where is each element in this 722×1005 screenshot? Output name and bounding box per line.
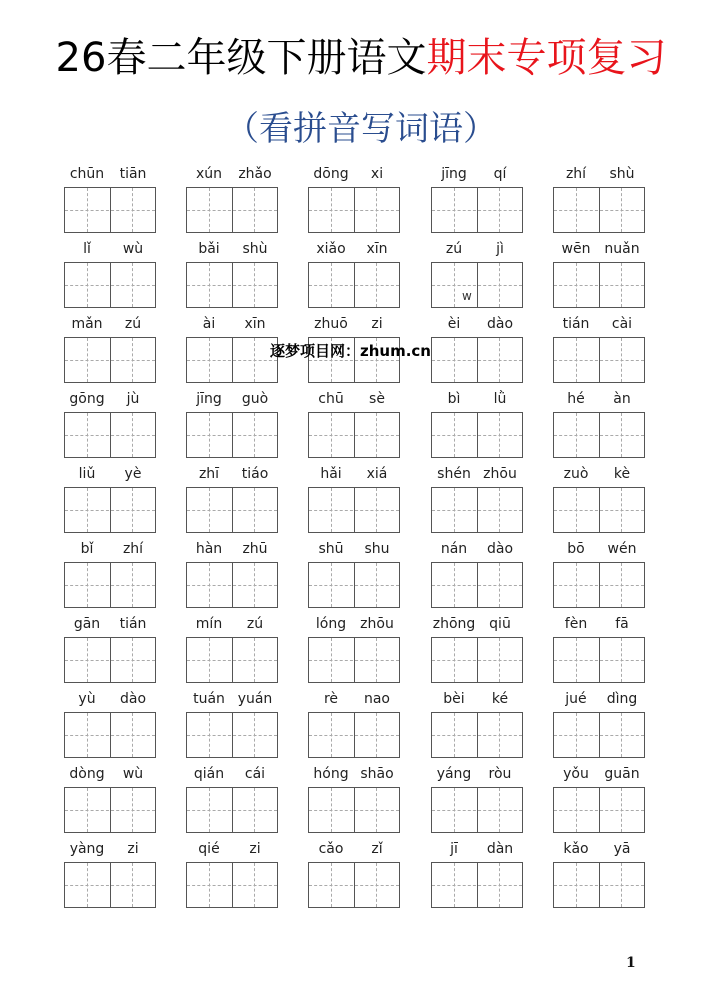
pinyin-syllable: shén	[437, 466, 471, 482]
pinyin-syllable: ròu	[488, 766, 512, 782]
word-cell	[186, 690, 278, 760]
writing-box-pair[interactable]	[553, 262, 645, 308]
pinyin-syllable: qié	[198, 841, 220, 857]
pinyin-syllable: jīng	[196, 391, 222, 407]
writing-box-pair[interactable]	[553, 637, 645, 683]
stray-mark: w	[462, 289, 472, 303]
pinyin-syllable: fā	[615, 616, 629, 632]
pinyin-syllable: zhōu	[483, 466, 517, 482]
pinyin-syllable: jīng	[441, 166, 467, 182]
word-cell	[186, 165, 278, 235]
writing-box-pair[interactable]	[553, 712, 645, 758]
pinyin-syllable: yuán	[237, 691, 273, 707]
pinyin-syllable: zǐ	[371, 841, 383, 857]
pinyin-syllable: bǎi	[198, 241, 220, 257]
word-cell	[186, 540, 278, 610]
pinyin-syllable: wēn	[561, 241, 591, 257]
pinyin-syllable: zhū	[242, 541, 268, 557]
word-cell	[64, 540, 156, 610]
pinyin-syllable: dàn	[486, 841, 514, 857]
pinyin-syllable: rè	[323, 691, 339, 707]
pinyin-syllable: zhōu	[360, 616, 394, 632]
writing-box-pair[interactable]	[64, 487, 156, 533]
writing-box-pair[interactable]	[553, 562, 645, 608]
writing-box-pair[interactable]	[308, 787, 400, 833]
pinyin-syllable: fèn	[564, 616, 588, 632]
word-cell	[553, 390, 645, 460]
pinyin-syllable: zú	[124, 316, 142, 332]
word-cell	[64, 315, 156, 385]
pinyin-syllable: dìng	[606, 691, 638, 707]
pinyin-syllable: hàn	[195, 541, 223, 557]
pinyin-syllable: zhǎo	[238, 166, 272, 182]
word-cell	[553, 315, 645, 385]
word-cell	[186, 615, 278, 685]
word-cell	[64, 615, 156, 685]
writing-box-pair[interactable]	[308, 712, 400, 758]
pinyin-syllable: jué	[565, 691, 587, 707]
pinyin-syllable: lǜ	[493, 391, 507, 407]
word-cell	[186, 240, 278, 310]
pinyin-syllable: àn	[613, 391, 631, 407]
word-cell	[308, 840, 400, 910]
pinyin-syllable: shāo	[360, 766, 394, 782]
writing-box-pair[interactable]	[431, 712, 523, 758]
pinyin-syllable: yǒu	[563, 766, 589, 782]
writing-box-pair[interactable]	[64, 187, 156, 233]
pinyin-syllable: kǎo	[563, 841, 589, 857]
pinyin-syllable: zhí	[565, 166, 587, 182]
writing-box-pair[interactable]	[64, 562, 156, 608]
word-cell	[431, 465, 523, 535]
pinyin-syllable: lóng	[315, 616, 347, 632]
pinyin-syllable: tián	[562, 316, 590, 332]
pinyin-syllable: dòng	[69, 766, 105, 782]
writing-box-pair[interactable]	[308, 487, 400, 533]
writing-box-pair[interactable]	[308, 862, 400, 908]
pinyin-syllable: bǐ	[80, 541, 94, 557]
page-number: 1	[626, 955, 636, 971]
writing-box-pair[interactable]	[186, 187, 278, 233]
pinyin-syllable: zi	[249, 841, 261, 857]
word-cell	[308, 165, 400, 235]
writing-box-pair[interactable]	[553, 337, 645, 383]
writing-box-pair[interactable]	[186, 487, 278, 533]
writing-box-pair[interactable]	[186, 412, 278, 458]
pinyin-syllable: èi	[447, 316, 461, 332]
writing-box-pair[interactable]	[431, 787, 523, 833]
word-cell	[64, 465, 156, 535]
pinyin-syllable: zuò	[563, 466, 589, 482]
pinyin-syllable: bèi	[443, 691, 465, 707]
writing-box-pair[interactable]	[186, 337, 278, 383]
pinyin-syllable: dào	[486, 316, 514, 332]
title-black: 26春二年级下册语文	[55, 35, 427, 81]
pinyin-syllable: liǔ	[78, 466, 96, 482]
writing-box-pair[interactable]	[64, 862, 156, 908]
pinyin-syllable: qián	[193, 766, 225, 782]
word-cell	[64, 240, 156, 310]
pinyin-syllable: xi	[370, 166, 384, 182]
word-cell	[308, 540, 400, 610]
word-cell	[186, 840, 278, 910]
word-cell	[64, 840, 156, 910]
pinyin-syllable: yè	[124, 466, 142, 482]
writing-box-pair[interactable]	[553, 187, 645, 233]
pinyin-syllable: chū	[318, 391, 344, 407]
writing-box-pair[interactable]	[553, 787, 645, 833]
pinyin-syllable: shù	[242, 241, 268, 257]
pinyin-syllable: cái	[244, 766, 266, 782]
word-cell	[64, 765, 156, 835]
word-cell	[186, 390, 278, 460]
writing-box-pair[interactable]	[64, 637, 156, 683]
pinyin-syllable: dōng	[313, 166, 349, 182]
word-cell	[553, 765, 645, 835]
pinyin-syllable: xún	[195, 166, 223, 182]
pinyin-syllable: qí	[493, 166, 507, 182]
pinyin-syllable: nao	[363, 691, 391, 707]
word-cell	[553, 465, 645, 535]
word-cell	[431, 690, 523, 760]
pinyin-syllable: mǎn	[71, 316, 103, 332]
pinyin-syllable: tuán	[193, 691, 225, 707]
pinyin-syllable: wù	[122, 241, 144, 257]
writing-box-pair[interactable]	[64, 262, 156, 308]
writing-box-pair[interactable]	[186, 862, 278, 908]
pinyin-syllable: zú	[246, 616, 264, 632]
pinyin-syllable: shù	[609, 166, 635, 182]
pinyin-syllable: ké	[491, 691, 509, 707]
writing-box-pair[interactable]	[64, 337, 156, 383]
pinyin-syllable: zú	[445, 241, 463, 257]
pinyin-syllable: ài	[202, 316, 216, 332]
pinyin-syllable: gōng	[69, 391, 105, 407]
pinyin-syllable: zi	[127, 841, 139, 857]
pinyin-syllable: xiá	[366, 466, 388, 482]
pinyin-syllable: hóng	[313, 766, 349, 782]
pinyin-syllable: tiáo	[241, 466, 269, 482]
pinyin-syllable: nán	[440, 541, 468, 557]
pinyin-syllable: zi	[371, 316, 383, 332]
pinyin-syllable: cǎo	[318, 841, 344, 857]
pinyin-syllable: shu	[364, 541, 390, 557]
writing-box-pair[interactable]	[431, 637, 523, 683]
writing-box-pair[interactable]	[431, 562, 523, 608]
pinyin-syllable: zhōng	[432, 616, 476, 632]
pinyin-syllable: hé	[567, 391, 585, 407]
watermark: 逐梦项目网：zhum.cn	[270, 342, 431, 360]
word-cell	[553, 240, 645, 310]
pinyin-syllable: sè	[369, 391, 385, 407]
word-cell	[553, 615, 645, 685]
writing-box-pair[interactable]	[553, 862, 645, 908]
writing-box-pair[interactable]	[308, 562, 400, 608]
word-cell	[431, 840, 523, 910]
writing-box-pair[interactable]	[186, 262, 278, 308]
pinyin-syllable: bì	[447, 391, 461, 407]
word-cell	[186, 315, 278, 385]
pinyin-syllable: dào	[486, 541, 514, 557]
word-cell	[308, 390, 400, 460]
writing-box-pair[interactable]	[308, 262, 400, 308]
pinyin-syllable: chūn	[69, 166, 105, 182]
writing-box-pair[interactable]	[186, 787, 278, 833]
word-cell	[431, 240, 523, 310]
writing-box-pair[interactable]	[431, 487, 523, 533]
pinyin-syllable: xīn	[366, 241, 388, 257]
word-cell	[431, 615, 523, 685]
pinyin-syllable: zhī	[198, 466, 220, 482]
writing-box-pair[interactable]	[64, 412, 156, 458]
pinyin-syllable: tián	[119, 616, 147, 632]
pinyin-syllable: kè	[613, 466, 631, 482]
pinyin-syllable: shū	[318, 541, 344, 557]
word-cell	[308, 240, 400, 310]
writing-box-pair[interactable]	[186, 712, 278, 758]
pinyin-syllable: jù	[126, 391, 140, 407]
writing-box-pair[interactable]	[186, 637, 278, 683]
writing-box-pair[interactable]	[308, 187, 400, 233]
word-cell	[64, 165, 156, 235]
pinyin-syllable: jī	[450, 841, 458, 857]
word-cell	[64, 390, 156, 460]
writing-box-pair[interactable]	[64, 712, 156, 758]
writing-box-pair[interactable]	[431, 262, 523, 308]
pinyin-syllable: dào	[119, 691, 147, 707]
pinyin-syllable: hǎi	[320, 466, 342, 482]
word-cell	[308, 765, 400, 835]
word-cell	[431, 165, 523, 235]
word-cell	[308, 690, 400, 760]
pinyin-syllable: yù	[78, 691, 96, 707]
writing-box-pair[interactable]	[431, 412, 523, 458]
word-cell	[186, 465, 278, 535]
writing-box-pair[interactable]	[186, 562, 278, 608]
word-cell	[431, 540, 523, 610]
writing-box-pair[interactable]	[431, 862, 523, 908]
word-cell	[553, 840, 645, 910]
pinyin-syllable: cài	[611, 316, 633, 332]
pinyin-syllable: jì	[496, 241, 504, 257]
pinyin-syllable: xiǎo	[316, 241, 346, 257]
word-cell	[64, 690, 156, 760]
word-cell	[553, 540, 645, 610]
pinyin-syllable: yàng	[69, 841, 105, 857]
pinyin-syllable: bō	[567, 541, 585, 557]
pinyin-syllable: yā	[613, 841, 631, 857]
writing-box-pair[interactable]	[553, 412, 645, 458]
pinyin-syllable: guān	[604, 766, 640, 782]
word-cell	[553, 690, 645, 760]
pinyin-syllable: lǐ	[83, 241, 91, 257]
writing-box-pair[interactable]	[553, 487, 645, 533]
word-cell	[431, 765, 523, 835]
writing-box-pair[interactable]	[64, 787, 156, 833]
pinyin-syllable: tiān	[119, 166, 147, 182]
pinyin-syllable: qiū	[489, 616, 511, 632]
pinyin-syllable: gān	[73, 616, 101, 632]
word-cell	[186, 765, 278, 835]
pinyin-syllable: mín	[195, 616, 223, 632]
page-subtitle: （看拼音写词语）	[225, 109, 497, 149]
pinyin-syllable: xīn	[244, 316, 266, 332]
word-cell	[308, 465, 400, 535]
title-red: 期末专项复习	[426, 35, 667, 81]
writing-box-pair[interactable]	[308, 637, 400, 683]
word-cell	[431, 390, 523, 460]
writing-box-pair[interactable]	[431, 187, 523, 233]
pinyin-syllable: zhí	[122, 541, 144, 557]
pinyin-syllable: wén	[607, 541, 637, 557]
word-cell	[553, 165, 645, 235]
pinyin-syllable: wù	[122, 766, 144, 782]
writing-box-pair[interactable]	[308, 412, 400, 458]
word-cell	[308, 615, 400, 685]
pinyin-syllable: guò	[241, 391, 269, 407]
pinyin-syllable: zhuō	[314, 316, 348, 332]
pinyin-syllable: yáng	[436, 766, 472, 782]
pinyin-syllable: nuǎn	[604, 241, 640, 257]
